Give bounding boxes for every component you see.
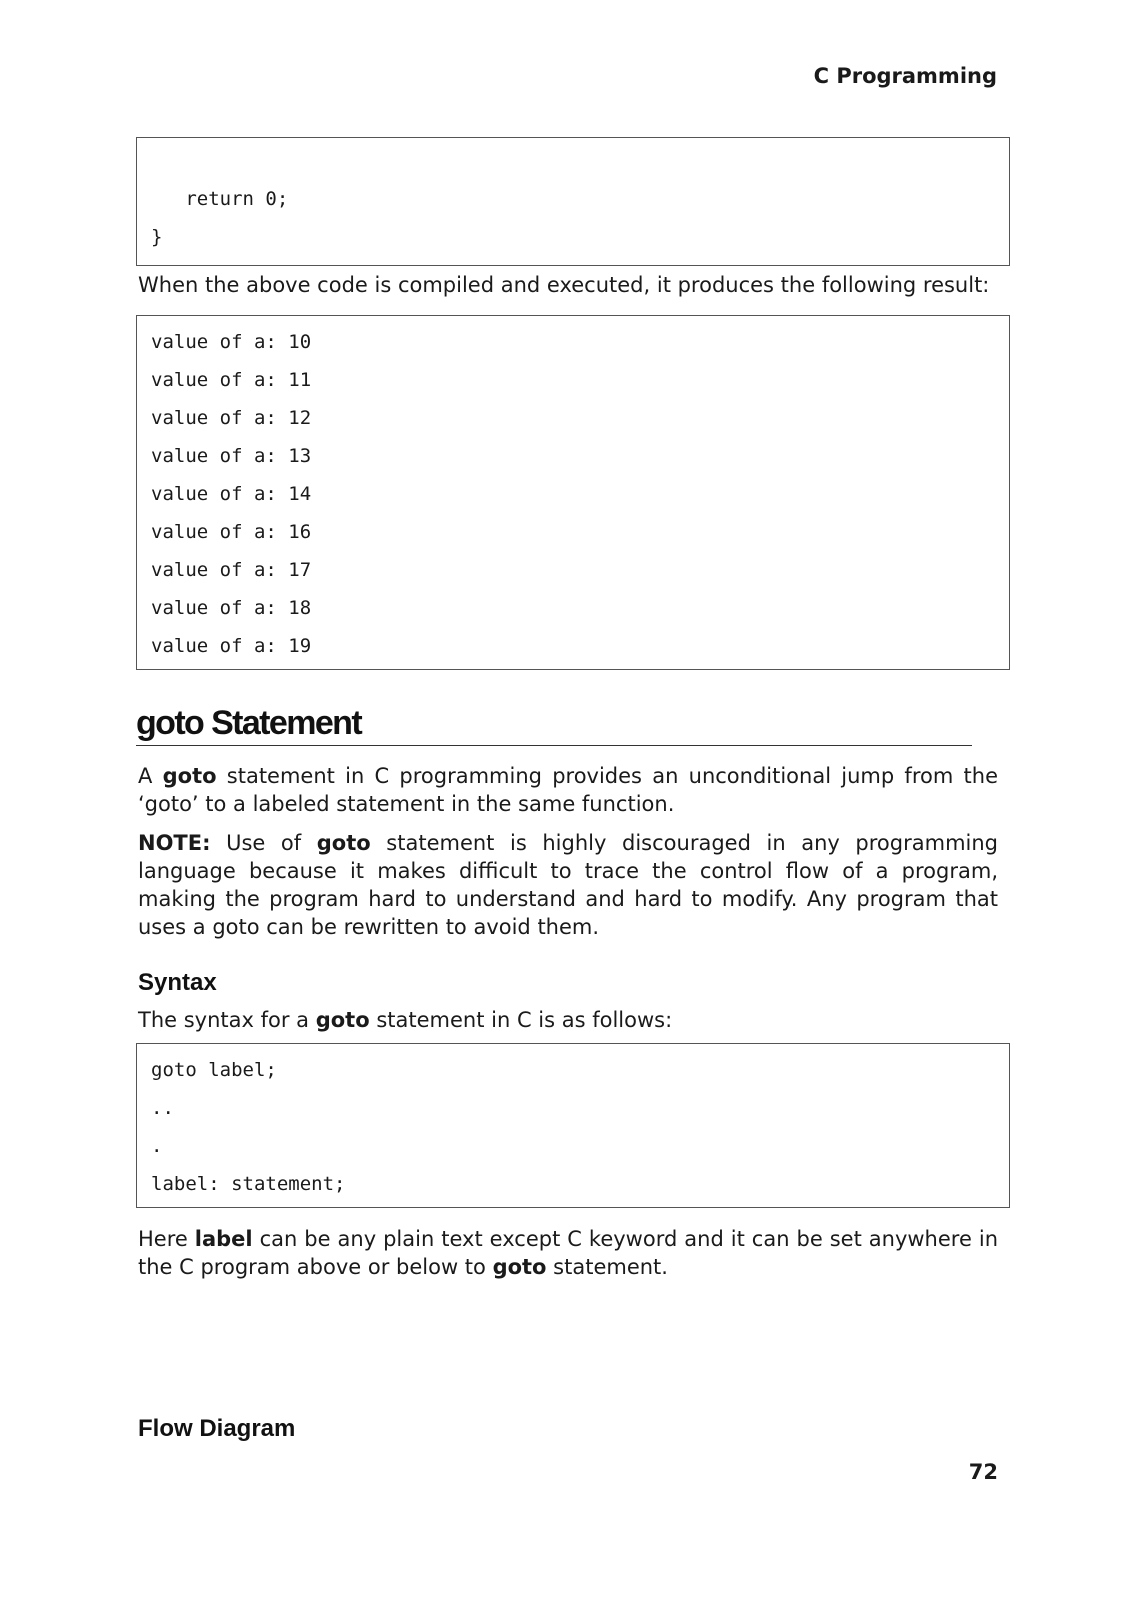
- output-line: value of a: 14: [151, 483, 312, 505]
- section-title: goto Statement: [136, 703, 972, 746]
- syntax-intro-suffix: statement in C is as follows:: [369, 1008, 673, 1032]
- page-number: 72: [968, 1460, 998, 1484]
- syntax-heading: Syntax: [138, 969, 217, 996]
- note-text: statement is highly discouraged in any programming language because it makes difficult to trace the control flow of a program, making the program hard to understand and hard to modify. Any program that uses a goto can be rewritten to avoid them.: [138, 831, 999, 939]
- output-line: value of a: 19: [151, 635, 312, 657]
- goto-keyword: goto: [162, 764, 217, 788]
- syntax-intro: [138, 1006, 998, 1034]
- output-line: value of a: 11: [151, 369, 312, 391]
- goto-keyword: goto: [315, 1008, 370, 1032]
- syntax-intro-prefix: The syntax for a: [138, 1008, 316, 1032]
- code-line: ..: [151, 1097, 174, 1119]
- intro-rest: statement in C programming provides an unconditional jump from the ‘goto’ to a labeled statement in the same function.: [138, 764, 998, 816]
- goto-intro-paragraph: [138, 762, 998, 818]
- code-line: }: [151, 226, 163, 248]
- output-line: value of a: 18: [151, 597, 312, 619]
- code-block-continuation: [136, 137, 1010, 266]
- output-block: [136, 315, 1010, 670]
- output-line: value of a: 10: [151, 331, 312, 353]
- intro-prefix: A: [138, 764, 163, 788]
- goto-keyword: goto: [316, 831, 371, 855]
- output-line: value of a: 16: [151, 521, 312, 543]
- flow-diagram-heading: Flow Diagram: [138, 1415, 296, 1442]
- output-line: value of a: 12: [151, 407, 312, 429]
- explain-text: can be any plain text except C keyword and it can be set anywhere in the C program above or below to: [138, 1227, 998, 1279]
- result-intro-text: When the above code is compiled and executed, it produces the following result:: [138, 273, 990, 297]
- explain-text: statement.: [546, 1255, 668, 1279]
- note-text: Use of: [210, 831, 317, 855]
- goto-keyword: goto: [492, 1255, 547, 1279]
- explain-text: Here: [138, 1227, 195, 1251]
- running-header: C Programming: [813, 64, 997, 88]
- note-paragraph: [138, 829, 998, 941]
- label-keyword: label: [194, 1227, 253, 1251]
- code-line: return 0;: [151, 188, 289, 210]
- syntax-code-block: [136, 1043, 1010, 1208]
- output-line: value of a: 17: [151, 559, 312, 581]
- code-line: goto label;: [151, 1059, 277, 1081]
- code-line: .: [151, 1135, 163, 1157]
- code-line: label: statement;: [151, 1173, 346, 1195]
- note-label: NOTE:: [138, 831, 211, 855]
- output-line: value of a: 13: [151, 445, 312, 467]
- label-explanation: [138, 1225, 998, 1281]
